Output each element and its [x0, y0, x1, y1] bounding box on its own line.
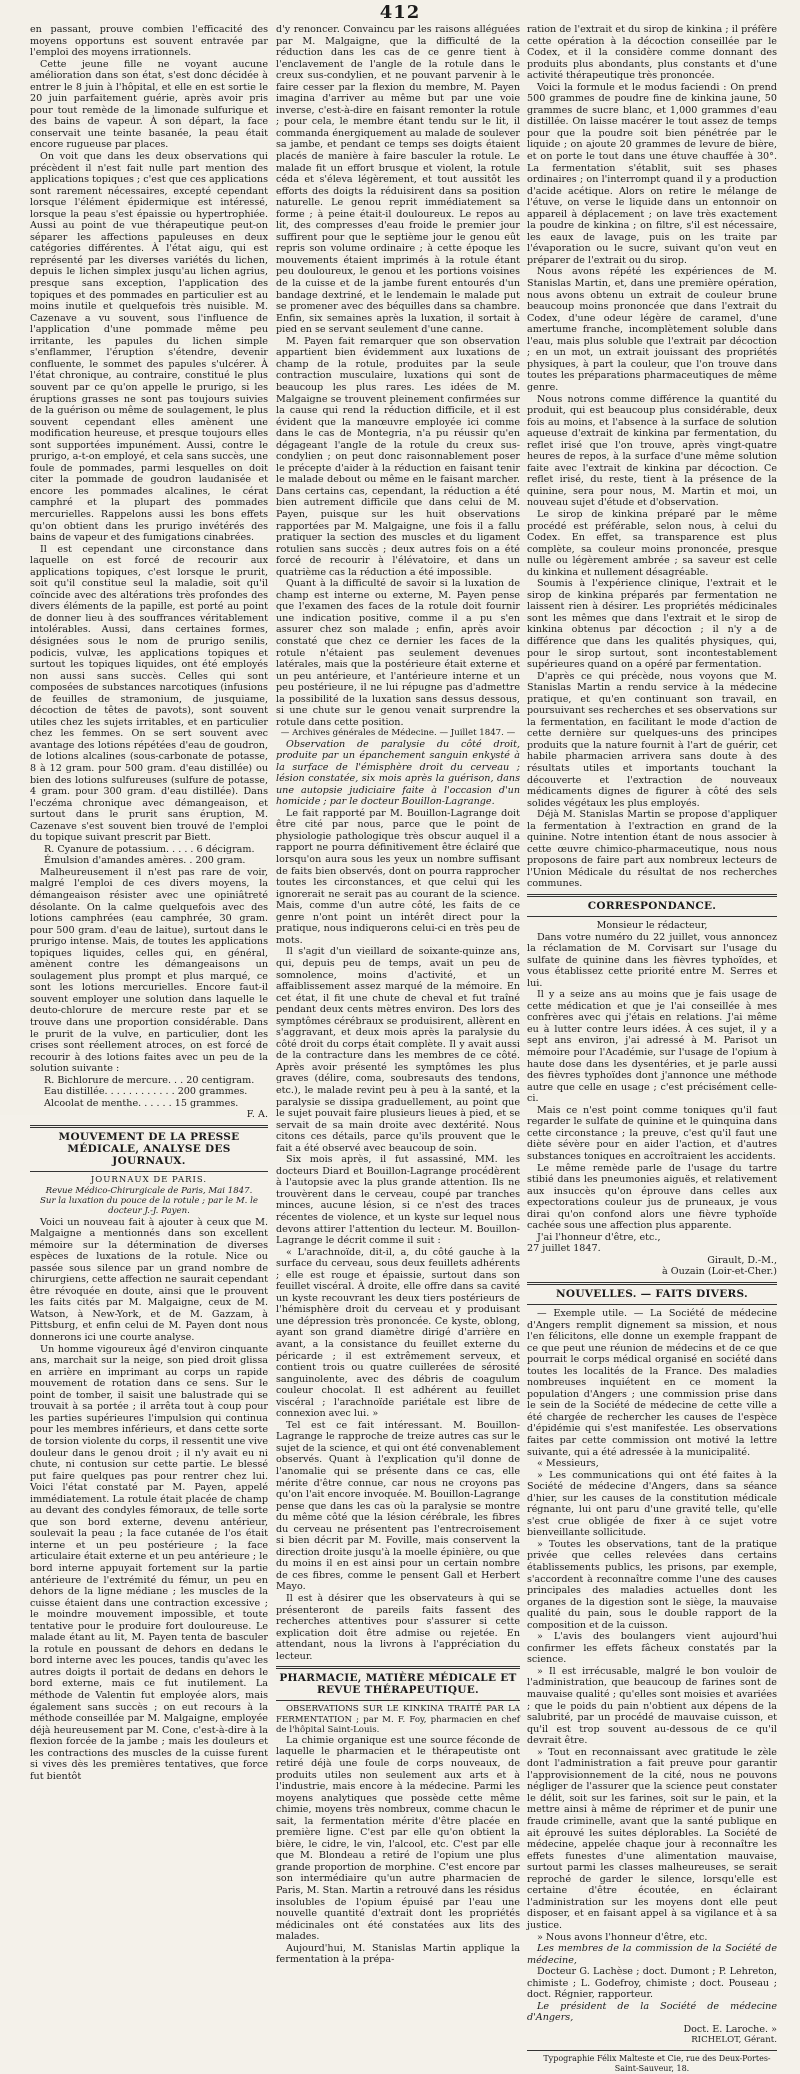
paragraph: Il est à désirer que les observateurs à qui se présenteront de pareils faits fassent des recherches attentives pour s'assurer si cette explication doit être admise ou rejetée. En attendant, nous la livrons à l'appréciation du lecteur. — [276, 1593, 520, 1662]
journals-heading: JOURNAUX DE PARIS. — [90, 1174, 208, 1185]
journal-source: — Archives générales de Médecine. — Juillet 1847. — — [280, 728, 516, 739]
divider — [30, 1171, 268, 1172]
recipe-line: R. Cyanure de potassium. . . . . 6 décigram. — [44, 843, 255, 855]
paragraph: Le sirop de kinkina préparé par le même procédé est préférable, selon nous, à celui du Codex. En effet, sa transparence est plus complète, sa couleur moins prononcée, presque nulle ou légèrement ambrée ; sa saveur est celle du kinkina et nullement désagréable. — [527, 508, 777, 578]
paragraph: Le même remède parle de l'usage du tartre stibié dans les pneumonies aiguës, et relativement aux insuccès qu'on éprouve dans celles aux expectorations couleur jus de pruneaux, je vous dirai qu'on confond alors une fièvre typhoïde cachée sous une affection plus apparente. — [527, 1162, 777, 1232]
section-title: MOUVEMENT DE LA PRESSE MÉDICALE, ANALYSE DES JOURNAUX. — [58, 1130, 240, 1167]
column-right — [527, 24, 777, 2073]
paragraph: Soumis à l'expérience clinique, l'extrait et le sirop de kinkina préparés par fermentation ne laissent rien à désirer. Les propriétés médicinales sont les mêmes que dans l'extrait et le sirop de kinkina obtenus par décoction ; il n'y a de différence que dans les qualités physiques, qui, pour le sirop surtout, sont incontestablement supérieures quand on a opéré par fermentation. — [527, 578, 777, 671]
paragraph: » L'avis des boulangers vient aujourd'hui confirmer les effets fâcheux constatés par la science. — [527, 1631, 777, 1666]
paragraph: » Les communications qui ont été faites à la Société de médecine d'Angers, dans sa séance d'hier, sur les causes de la constitution médicale régnante, lui ont paru d'une gravité telle, qu'elle s'est crue obligée de fixer à ce sujet votre bienveillante sollicitude. — [527, 1469, 777, 1539]
divider — [527, 2050, 777, 2051]
paragraph: Il est cependant une circonstance dans laquelle on est forcé de recourir aux applications topiques, c'est lorsque le prurit, soit qu'il constitue seul la maladie, soit qu'il coïncide avec des altérations très profondes des divers éléments de la papille, est porté au point de donner lieu à des souffrances véritablement intolérables. Aussi, dans certaines formes, désignées sous le nom de prurigo senilis, podicis, vulvæ, les applications topiques et surtout les topiques liquides, ont été employés non aussi sans succès. Celles qui sont composées de substances narcotiques (infusions de feuilles de stramonium, de jusquiame, décoction de têtes de pavots), sont souvent utiles chez les sujets irritables, et en particulier chez les femmes. On se sert souvent avec avantage des lotions répétées d'eau de goudron, de lotions alcalines (sous-carbonate de potasse, 8 à 12 gram. pour 500 gram. d'eau distillée) ou bien des lotions sulfureuses (sulfure de potasse, 4 gram. pour 300 gram. d'eau distillée). Dans l'eczéma chronique avec démangeaison, et surtout dans le prurit sans éruption, M. Cazenave s'est souvent bien trouvé de l'emploi du topique suivant prescrit par Biett. — [30, 543, 268, 844]
paragraph: Six mois après, il fut assassiné, MM. les docteurs Diard et Bouillon-Lagrange procédèrent à l'autopsie avec la plus grande attention. Ils ne trouvèrent dans le cerveau, coupé par tranches minces, aucune lésion, si ce n'est des traces récentes de violence, et un kyste sur lequel nous devons attirer l'attention du lecteur. M. Bouillon-Lagrange le décrit comme il suit : — [276, 1154, 520, 1247]
paragraph: On voit que dans les deux observations qui précèdent il n'est fait nulle part mention des applications topiques ; c'est que ces applications sont rarement nécessaires, excepté cependant lorsque l'élément épidermique est intéressé, lorsque la peau s'est épaissie ou hypertrophiée. Aussi au point de vue thérapeutique peut-on séparer les affections papuleuses en deux catégories différentes. À l'état aigu, qui est représenté par les diverses variétés du lichen, depuis le lichen simplex jusqu'au lichen agrius, presque sans exception, l'application des topiques et des pommades en particulier est au moins inutile et quelquefois très nuisible. M. Cazenave a vu souvent, sous l'influence de l'application d'une pommade même peu irritante, les papules du lichen simple s'enflammer, l'éruption s'étendre, devenir confluente, le sommet des papules s'ulcérer. À l'état chronique, au contraire, constitué le plus souvent par ce qu'on appelle le prurigo, si les éruptions grasses ne sont pas toujours suivies de la guérison ou même de soulagement, le plus souvent cependant elles amènent une modification heureuse, et presque toujours elles sont supportées impunément. Aussi, contre le prurigo, a-t-on employé, et cela sans succès, une foule de pommades, parmi lesquelles on doit citer la pommade de goudron laudanisée et encore les pommades alcalines, le cérat camphré et la plupart des pommades mercurielles. Rappelons aussi les bons effets qu'on obtient dans les prurigo invétérés des bains de vapeur et des fumigations cinabrées. — [30, 151, 268, 544]
paragraph: Malheureusement il n'est pas rare de voir, malgré l'emploi de ces divers moyens, la démangeaison résister avec une opiniâtreté désolante. On la calme quelquefois avec des lotions camphrées (eau camphrée, 30 gram. pour 500 gram. d'eau de laitue), surtout dans le prurigo intense. Mais, de toutes les applications topiques liquides, celles qui, en général, amènent contre les démangeaisons un soulagement plus prompt et plus marqué, ce sont les lotions mercurielles. Encore faut-il souvent employer une solution dans laquelle le deuto-chlorure de mercure reste par et se trouve dans une proportion considérable. Dans le prurit de la vulve, en particulier, dont les crises sont réellement atroces, on est forcé de recourir à des lotions faites avec un peu de la solution suivante : — [30, 866, 268, 1075]
section-divider — [527, 1282, 777, 1285]
salutation: Monsieur le rédacteur, — [596, 920, 708, 932]
signature-place: à Ouzain (Loir-et-Cher.) — [662, 1266, 777, 1278]
paragraph: La chimie organique est une source féconde de laquelle le pharmacien et le thérapeutiste ont retiré déjà une foule de corps nouveaux, de produits utiles non seulement aux arts et à l'industrie, mais encore à la médecine. Parmi les moyens analytiques que possède cette même chimie, moyens très nombreux, comme chacun le sait, la fermentation mérite d'être placée en première ligne. C'est par elle qu'on obtient la bière, le cidre, le vin, l'alcool, etc. C'est par elle que M. Blondeau a retiré de l'opium une plus grande proportion de morphine. C'est encore par son intermédiaire qu'un autre pharmacien de Paris, M. Stan. Martin a retrouvé dans les résidus insolubles de l'opium épuisé par l'eau une nouvelle quantité d'extrait dont les propriétés médicinales ont été constatées aux lits des malades. — [276, 1734, 520, 1943]
divider — [527, 916, 777, 917]
journal-source: Revue Médico-Chirurgicale de Paris, Mai 1847. — [45, 1185, 253, 1196]
signature: F. A. — [246, 1109, 268, 1121]
signature: Doct. E. Laroche. » — [683, 2023, 777, 2035]
paragraph: en passant, prouve combien l'efficacité des moyens opportuns est souvent entravée par l'emploi des moyens irrationnels. — [30, 24, 268, 59]
paragraph: Dans votre numéro du 22 juillet, vous annoncez la réclamation de M. Corvisart sur l'usage du sulfate de quinine dans les fièvres typhoïdes, et vous établissez cette priorité entre M. Serres et lui. — [527, 931, 777, 989]
paragraph: Tel est ce fait intéressant. M. Bouillon-Lagrange le rapproche de treize autres cas sur le sujet de la science, et qui ont été convenablement observés. Quant à l'explication qu'il donne de l'anomalie qui se présente dans ce cas, elle mérite d'être connue, car nous ne croyons pas qu'on l'ait encore invoquée. M. Bouillon-Lagrange pense que dans les cas où la paralysie se montre du même côté que la lésion cérébrale, les fibres du cerveau ne présentent pas l'entrecroisement si bien décrit par M. Foville, mais conservent la direction droite jusqu'à la moelle épinière, ou que du moins il en est ainsi pour un certain nombre de ces fibres, comme le pensent Gall et Herbert Mayo. — [276, 1419, 520, 1593]
paragraph: Quant à la difficulté de savoir si la luxation de champ est interne ou externe, M. Payen pense que l'examen des faces de la rotule doit fournir une indication positive, comme il a pu s'en assurer chez son malade ; enfin, après avoir constaté que chez ce dernier les faces de la rotule n'étaient pas seulement devenues latérales, mais que la postérieure était externe et un peu antérieure, et l'antérieure interne et un peu postérieure, il ne lui répugne pas d'admettre la possibilité de la luxation sans dessus dessous, si une chute sur le genou venait surprendre la rotule dans cette position. — [276, 578, 520, 728]
paragraph: Docteur G. Lachèse ; doct. Dumont ; P. Lehreton, chimiste ; L. Godefroy, chimiste ; doct. Pouseau ; doct. Régnier, rapporteur. — [527, 1966, 777, 2001]
section-divider — [30, 1125, 268, 1128]
paragraph: » Il est irrécusable, malgré le bon vouloir de l'administration, que beaucoup de farines sont de mauvaise qualité ; qu'elles sont moisies et avariées ; que le poids du pain n'obtient aux dépens de la salubrité, par un procédé de mauvaise cuisson, et qu'il est trop souvent au-dessous de ce qu'il devrait être. — [527, 1665, 777, 1747]
article-title: Sur la luxation du pouce de la rotule ; par le M. le docteur J.-J. Payen. — [40, 1196, 258, 1217]
gerant: RICHELOT, Gérant. — [691, 2035, 777, 2046]
paragraph: — Exemple utile. — La Société de médecine d'Angers remplit dignement sa mission, et nous l'en félicitons, elle donne un exemple frappant de ce que peut une réunion de médecins et de ce que pourrait le corps médical organisé en société dans toutes les localités de la France. Des maladies nombreuses inquiétent en ce moment la population d'Angers ; une commission prise dans le sein de la Société de médecine de cette ville a été chargée de rechercher les causes de l'espèce d'épidémie qui s'est manifestée. Les observations faites par cette commission ont motivé la lettre suivante, qui a été adressée à la municipalité. — [527, 1307, 777, 1458]
recipe-line: R. Bichlorure de mercure. . . 20 centigram. — [44, 1074, 255, 1086]
paragraph: » Toutes les observations, tant de la pratique privée que celles relevées dans certains établissements publics, les prisons, par exemple, s'accordent à reconnaître comme l'une des causes principales des maladies actuelles dont les organes de la digestion sont le siège, la mauvaise qualité du pain, sous le double rapport de la composition et de la cuisson. — [527, 1538, 777, 1631]
paragraph: » Nous avons l'honneur d'être, etc. — [537, 1931, 708, 1943]
paragraph: d'y renoncer. Convaincu par les raisons alléguées par M. Malgaigne, que la difficulté de la réduction dans les cas de ce genre tient à l'enclavement de l'angle de la rotule dans le creux sus-condylien, et ne pouvant parvenir à le faire cesser par la flexion du membre, M. Payen imagina d'arriver au même but par une voie inverse, c'est-à-dire en faisant remonter la rotule ; pour cela, le membre étant tendu sur le lit, il commanda énergiquement au malade de soulever sa jambe, et pendant ce temps ses doigts étaient placés de manière à faire basculer la rotule. Le malade fit un effort brusque et violent, la rotule céda et s'éleva légèrement, et tout aussitôt les efforts des doigts la réduisirent dans sa position naturelle. Le genou reprit immédiatement sa forme ; à peine était-il douloureux. Le repos au lit, des compresses d'eau froide le premier jour suffirent pour que le septième jour le genou eût repris son volume ordinaire ; à cette époque les mouvements étaient imprimés à la rotule étant peu douloureux, le genou et les portions voisines de la cuisse et de la jambe furent entourés d'un bandage dextriné, et le lendemain le malade put se promener avec des béquilles dans sa chambre. Enfin, six semaines après la luxation, il sortait à pied en se servant seulement d'une canne. — [276, 24, 520, 336]
section-divider — [276, 1666, 520, 1669]
recipe-line: Eau distillée. . . . . . . . . . . . 200 grammes. — [44, 1086, 248, 1098]
paragraph: Aujourd'hui, M. Stanislas Martin applique la fermentation à la prépa- — [276, 1942, 520, 1966]
column-left — [30, 24, 269, 1782]
paragraph: Voici la formule et le modus faciendi : On prend 500 grammes de poudre fine de kinkina jaune, 50 grammes de sucre blanc, et 1,000 grammes d'eau distillée. On laisse macérer le tout assez de temps pour que la poudre soit bien pénétrée par le liquide ; on ajoute 20 grammes de levure de bière, et on porte le tout dans une étuve chauffée à 30°. La fermentation s'établit, suit ses phases ordinaires ; on l'interrompt quand il y a production d'acide acétique. Alors on retire le mélange de l'étuve, on verse le liquide dans un entonnoir on appareil à déplacement ; on lave très exactement la poudre de kinkina ; on filtre, s'il est nécessaire, les eaux de lavage, puis on les traite par l'évaporation ou le sucre, suivant qu'on veut en préparer de l'extrait ou du sirop. — [527, 81, 777, 266]
paragraph: Mais ce n'est point comme toniques qu'il faut regarder le sulfate de quinine et le quinquina dans cette circonstance ; la preuve, c'est qu'il faut une diète sévère pour en aider l'action, et d'autres substances toniques en accroîtraient les accidents. — [527, 1104, 777, 1162]
paragraph: M. Payen fait remarquer que son observation appartient bien évidemment aux luxations de champ de la rotule, produites par la seule contraction musculaire, luxations qui sont de beaucoup les plus rares. Les idées de M. Malgaigne se trouvent pleinement confirmées sur la cause qui rend la réduction difficile, et il est évident que la manœuvre employée ici comme dans le cas de Montegria, n'a pu réussir qu'en dégageant l'angle de la rotule du creux sus-condylien ; on peut donc raisonnablement poser le précepte d'aider à la réduction en faisant tenir le malade debout ou même en le faisant marcher. Dans certains cas, cependant, la réduction a été bien autrement difficile que dans celui de M. Payen, puisque sur les huit observations rapportées par M. Malgaigne, une fois il a fallu pratiquer la section des muscles et du ligament rotulien sans succès ; deux autres fois on a été forcé de recourir à l'élévatoire, et dans un quatrième cas la réduction a été impossible. — [276, 335, 520, 578]
paragraph: ration de l'extrait et du sirop de kinkina ; il préfère cette opération à la décoction conseillée par le Codex, et il la considère comme donnant des produits plus abondants, plus constants et d'une activité thérapeutique très prononcée. — [527, 24, 777, 82]
paragraph: Cette jeune fille ne voyant aucune amélioration dans son état, s'est donc décidée à entrer le 8 juin à l'hôpital, et elle en est sortie le 20 juin parfaitement guérie, après avoir pris pour tout remède de la limonade sulfurique et des bains de vapeur. À son départ, la face conservait une teinte basanée, la peau était encore rugueuse par places. — [30, 58, 268, 151]
paragraph: « L'arachnoïde, dit-il, a, du côté gauche à la surface du cerveau, sous deux feuillets adhérents ; elle est rouge et épaissie, surtout dans son feuillet viscéral. À droite, elle offre dans sa cavité un kyste recouvrant les deux tiers postérieurs de l'hémisphère droit du cerveau et y produisant une dépression très prononcée. Ce kyste, oblong, ayant son grand diamètre dirigé d'arrière en avant, a la consistance du feuillet externe du péricarde ; il est extrêmement serveux, et contient trois ou quatre cuillerées de sérosité sanguinolente, avec des débris de coagulum couleur chocolat. Il est adhérent au feuillet viscéral ; l'arachnoïde pariétale est libre de connexion avec lui. » — [276, 1246, 520, 1420]
paragraph: Le fait rapporté par M. Bouillon-Lagrange doit être cité par nous, parce que le point de physiologie pathologique très obscur auquel il a rapport ne pourra définitivement être éclairé que lorsqu'on aura sous les yeux un nombre suffisant de faits bien observés, dont on pourra rapprocher toutes les circonstances, et que celui qui les ignorerait ne serait pas au courant de la science. Mais, comme d'un autre côté, les faits de ce genre n'ont point un intérêt direct pour la pratique, nous indiquerons celui-ci en très peu de mots. — [276, 807, 520, 946]
recipe-line: Émulsion d'amandes amères. . 200 gram. — [44, 855, 246, 867]
section-title: NOUVELLES. — FAITS DIVERS. — [555, 1287, 748, 1300]
paragraph: Voici un nouveau fait à ajouter à ceux que M. Malgaigne a mentionnés dans son excellent mémoire sur la détermination de diverses espèces de luxations de la rotule. Nice ou passée sous silence par un grand nombre de chirurgiens, cette affection ne saurait cependant être révoquée en doute, ainsi que le prouvent les faits cités par M. Malgaigne, ceux de M. Watson, à New-York, et de M. Gazzam, à Pittsburg, et enfin celui de M. Payen dont nous donnerons ici une courte analyse. — [30, 1216, 269, 1344]
paragraph: Il s'agit d'un vieillard de soixante-quinze ans, qui, depuis peu de temps, avait un peu de somnolence, moins d'activité, et un affaiblissement assez marqué de la mémoire. En cet état, il fit une chute de cheval et fut traîné pendant deux cents mètres environ. Des lors des symptômes cérébraux se produisirent, allèrent en s'aggravant, et deux mois après la paralysie du côté droit du corps était complète. Il y avait aussi de la contracture dans les membres de ce côté. Après avoir présenté les symptômes les plus graves (délire, coma, soubresauts des tendons, etc.), le malade revint peu à peu à la santé, et la paralysie se dissipa graduellement, au point que le sujet pouvait faire plusieurs lieues à pied, et se servait de sa main droite avec dextérité. Nous citons ces détails, parce qu'ils prouvent que le fait a été observé avec beaucoup de soin. — [276, 946, 520, 1154]
paragraph: Il y a seize ans au moins que je fais usage de cette médication et que je l'ai conseillée à mes confrères avec qui j'étais en relations. J'ai même eu à lutter contre leurs idées. À ces sujet, il y a sept ans environ, j'ai adressé à M. Parisot un mémoire pour l'Académie, sur l'usage de l'opium à haute dose dans les dysentéries, et je parle aussi des fièvres typhoïdes dont j'annonce une méthode autre que celle en usage ; c'est précisément celle-ci. — [527, 989, 777, 1105]
paragraph: Déjà M. Stanislas Martin se propose d'appliquer la fermentation à l'extraction en grand de la quinine. Notre intention étant de nous associer à cette œuvre chimico-pharmaceutique, nous nous proposons de faire part aux nombreux lecteurs de l'Union Médicale du résultat de nos recherches communes. — [527, 809, 777, 890]
signature: Girault, D.-M., — [707, 1254, 777, 1266]
letter-date: 27 juillet 1847. — [527, 1243, 601, 1255]
paragraph: D'après ce qui précède, nous voyons que M. Stanislas Martin a rendu service à la médecine pratique, et qu'en continuant son travail, en poursuivant ses recherches et ses observations sur la fermentation, en facilitant le mode d'action de cette dernière sur quelques-uns des principes produits que la nature fournit à l'art de guérir, cet habile pharmacien arrivera sans doute à des résultats utiles et importants touchant la découverte et l'extraction de nouveaux médicaments dignes de figurer à côté des sels solides végétaux les plus employés. — [527, 670, 777, 809]
paragraph: Un homme vigoureux âgé d'environ cinquante ans, marchait sur la neige, son pied droit glissa en arrière en imprimant au corps un rapide mouvement de rotation dans ce sens. Sur le point de tomber, il saisit une balustrade qui se trouvait à sa portée ; il arrêta tout à coup pour les parties supérieures l'impulsion qui continua pour les membres inférieurs, et dans cette sorte de torsion violente du corps, il ressentit une vive douleur dans le genou droit ; il n'y avait eu ni chute, ni contusion sur cette partie. Le blessé put faire quelques pas pour rentrer chez lui. Voici l'état constaté par M. Payen, appelé immédiatement. La rotule était placée de champ au devant des condyles fémoraux, de telle sorte que son bord externe, devenu antérieur, soulevait la peau ; la face cutanée de l'os était interne et un peu postérieure ; la face articulaire était externe et un peu antérieure ; le bord interne appuyait fortement sur la partie antérieure de l'extrémité du fémur, un peu en dehors de la ligne médiane ; les muscles de la cuisse étaient dans une contraction excessive ; le moindre mouvement impossible, et toute tentative pour le produire fort douloureuse. Le malade étant au lit, M. Payen tenta de basculer la rotule en poussant de dehors en dedans le bord interne avec les pouces, tandis qu'avec les autres doigts il portait de dedans en dehors le bord externe, mais ce fut inutilement. La méthode de Valentin fut employée alors, mais également sans succès ; on eut recours à la méthode conseillée par M. Malgaigne, employée déjà heureusement par M. Cone, c'est-à-dire à la flexion forcée de la jambe ; mais les douleurs et les contractions des muscles de la cuisse furent si vives dès les premières tentatives, que force fut bientôt — [30, 1343, 268, 1782]
section-title: PHARMACIE, MATIÈRE MÉDICALE ET REVUE THÉRAPEUTIQUE. — [279, 1672, 517, 1697]
observation-title: Observation de paralysie du côté droit, produite par un épanchement sanguin enkysté à la surface de l'émisphère droit du cerveau ; lésion constatée, six mois après la guérison, dans une autopsie judiciaire faite à l'occasion d'un homicide ; par le docteur Bouillon-Lagrange. — [276, 738, 520, 808]
page-number: 412 — [379, 2, 421, 23]
section-divider — [527, 894, 777, 897]
section-title: CORRESPONDANCE. — [587, 900, 717, 913]
paragraph: Nous notrons comme différence la quantité du produit, qui est beaucoup plus considérable, deux fois au moins, et l'absence à la surface de solution aqueuse d'extrait de kinkina par fermentation, du reflet irisé que l'on trouve, après vingt-quatre heures de repos, à la surface d'une même solution faite avec l'extrait de kinkina par décoction. Ce reflet irisé, du reste, tient à la présence de la quinine, sera pour nous, M. Martin et moi, un nouveau sujet d'étude et d'observation. — [527, 393, 777, 509]
column-middle — [276, 24, 520, 1966]
printer-line: Typographie Félix Malteste et Cie, rue des Deux-Portes-Saint-Sauveur, 18. — [543, 2053, 771, 2073]
paragraph: Nous avons répété les expériences de M. Stanislas Martin, et, dans une première opération, nous avons obtenu un extrait de couleur brune beaucoup moins prononcée que dans l'extrait du Codex, d'une odeur légère de caramel, d'une amertume franche, incomplètement soluble dans l'eau, mais plus soluble que l'extrait par décoction ; en un mot, un extrait jouissant des propriétés physiques, à part la couleur, que l'on trouve dans toutes les préparations pharmaceutiques de même genre. — [527, 266, 777, 393]
paragraph: Le président de la Société de médecine d'Angers, — [527, 2000, 777, 2024]
paragraph: Les membres de la commission de la Société de médecine, — [527, 1943, 777, 1966]
paragraph: « Messieurs, — [537, 1458, 599, 1470]
divider — [527, 1304, 777, 1305]
paragraph: J'ai l'honneur d'être, etc., — [537, 1231, 661, 1243]
divider — [276, 1700, 520, 1701]
article-heading: OBSERVATIONS SUR LE KINKINA TRAITÉ PAR LA FERMENTATION ; par M. F. Foy, pharmacien en chef de l'hôpital Saint-Louis. — [276, 1704, 520, 1735]
paragraph: » Tout en reconnaissant avec gratitude le zèle dont l'administration a fait preuve pour garantir l'approvisionnement de la cité, nous ne pouvons négliger de l'assurer que la science peut constater le délit, soit sur les farines, soit sur le pain, et la mettre ainsi à même de réprimer et de punir une fraude criminelle, avant que la santé publique en ait éprouvé les suites déplorables. La Société de médecine, appelée chaque jour à reconnaître les effets funestes d'une alimentation mauvaise, surtout parmi les classes malheureuses, se serait reproché de garder le silence, lorsqu'elle est certaine d'être écoutée, en éclairant l'administration sur les moyens dont elle peut disposer, et en faisant appel à sa vigilance et à sa justice. — [527, 1746, 777, 1931]
recipe-line: Alcoolat de menthe. . . . . . 15 grammes. — [44, 1097, 239, 1109]
